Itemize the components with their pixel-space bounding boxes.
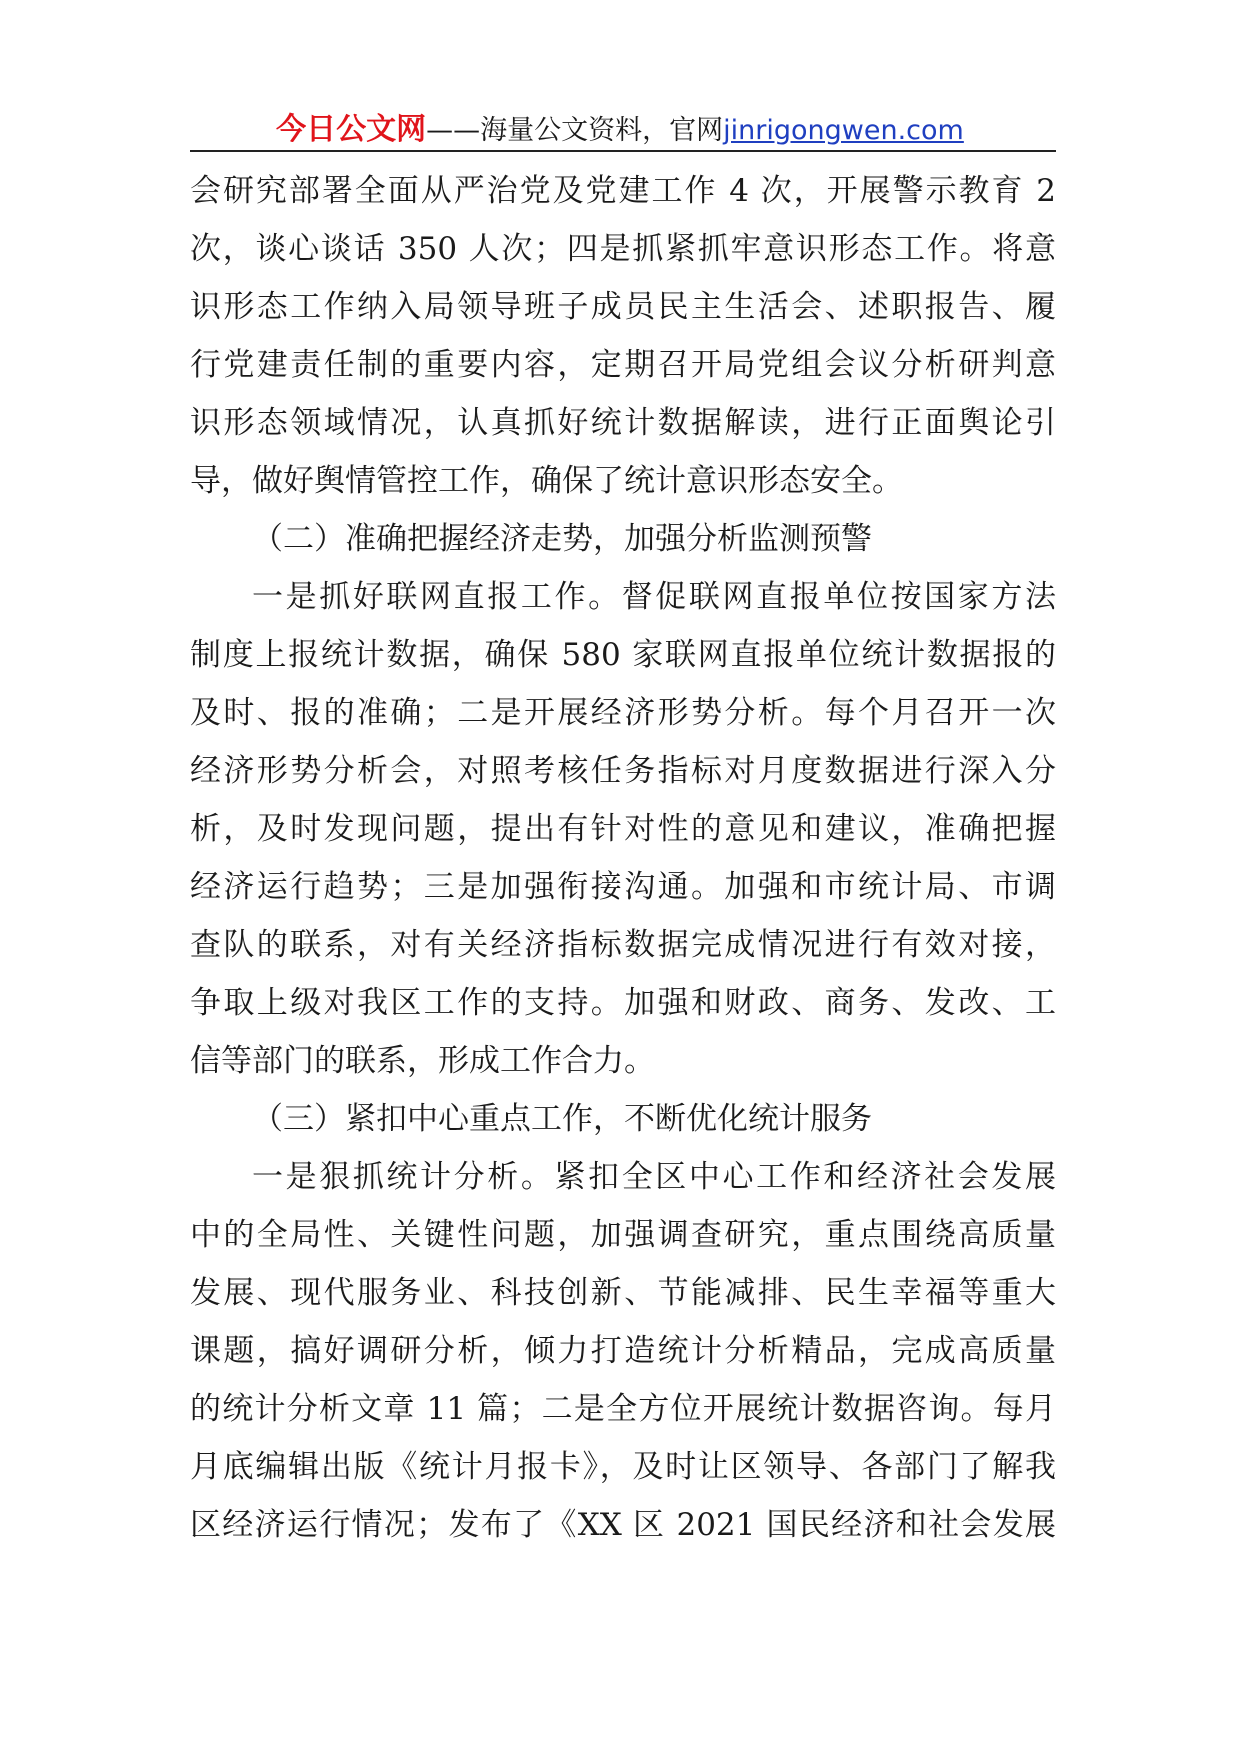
- site-header: [0, 104, 1240, 148]
- text-line: 区经济运行情况；发布了《XX 区 2021 国民经济和社会发展: [190, 1507, 1056, 1543]
- document-body: [190, 162, 1056, 1554]
- text-line: 信等部门的联系，形成工作合力。: [190, 1043, 655, 1079]
- header-separator: ——: [426, 115, 481, 146]
- text-line: 一是抓好联网直报工作。督促联网直报单位按国家方法: [252, 579, 1056, 615]
- site-link[interactable]: jinrigongwen.com: [723, 115, 964, 146]
- text-line: 会研究部署全面从严治党及党建工作 4 次，开展警示教育 2: [190, 173, 1056, 209]
- text-line: 中的全局性、关键性问题，加强调查研究，重点围绕高质量: [190, 1217, 1056, 1253]
- text-line: 导，做好舆情管控工作，确保了统计意识形态安全。: [190, 463, 903, 499]
- text-line: 次，谈心谈话 350 人次；四是抓紧抓牢意识形态工作。将意: [190, 231, 1056, 267]
- text-line: 经济形势分析会，对照考核任务指标对月度数据进行深入分: [190, 753, 1056, 789]
- text-line: 识形态工作纳入局领导班子成员民主生活会、述职报告、履: [190, 289, 1056, 325]
- text-line: 发展、现代服务业、科技创新、节能减排、民生幸福等重大: [190, 1275, 1056, 1311]
- text-line: 制度上报统计数据，确保 580 家联网直报单位统计数据报的: [190, 637, 1056, 673]
- text-line: 析，及时发现问题，提出有针对性的意见和建议，准确把握: [190, 811, 1056, 847]
- text-line: 识形态领域情况，认真抓好统计数据解读，进行正面舆论引: [190, 405, 1056, 441]
- text-line: 查队的联系，对有关经济指标数据完成情况进行有效对接，: [190, 927, 1056, 963]
- text-line: 月底编辑出版《统计月报卡》，及时让区领导、各部门了解我: [190, 1449, 1056, 1485]
- text-line: 及时、报的准确；二是开展经济形势分析。每个月召开一次: [190, 695, 1056, 731]
- section-heading: （三）紧扣中心重点工作，不断优化统计服务: [252, 1101, 872, 1137]
- header-rule: [190, 150, 1056, 152]
- text-line: 争取上级对我区工作的支持。加强和财政、商务、发改、工: [190, 985, 1056, 1021]
- text-line: 的统计分析文章 11 篇；二是全方位开展统计数据咨询。每月: [190, 1391, 1056, 1427]
- text-line: 课题，搞好调研分析，倾力打造统计分析精品，完成高质量: [190, 1333, 1056, 1369]
- header-tagline: 海量公文资料，官网: [480, 115, 724, 146]
- text-line: 行党建责任制的重要内容，定期召开局党组会议分析研判意: [190, 347, 1056, 383]
- text-line: 经济运行趋势；三是加强衔接沟通。加强和市统计局、市调: [190, 869, 1056, 905]
- section-heading: （二）准确把握经济走势，加强分析监测预警: [252, 521, 872, 557]
- text-line: 一是狠抓统计分析。紧扣全区中心工作和经济社会发展: [252, 1159, 1056, 1195]
- site-brand: 今日公文网: [276, 112, 427, 147]
